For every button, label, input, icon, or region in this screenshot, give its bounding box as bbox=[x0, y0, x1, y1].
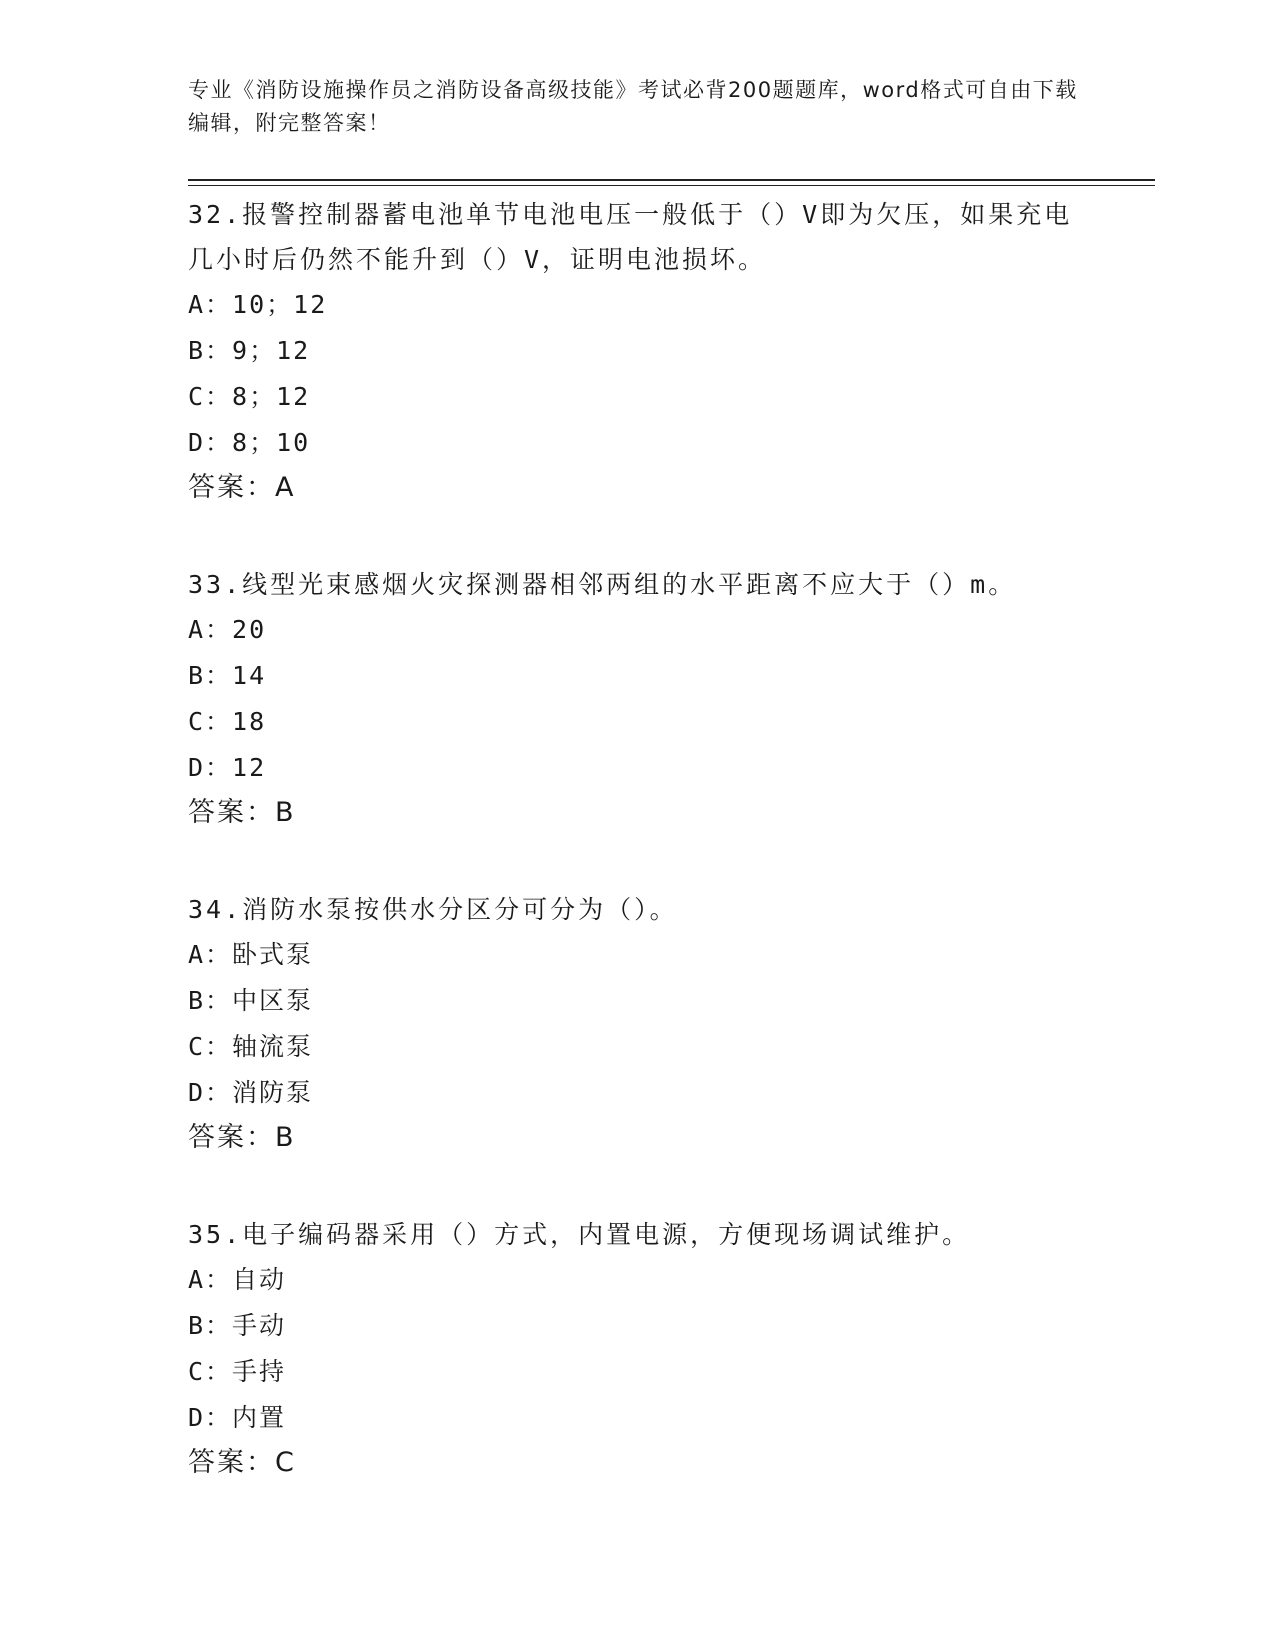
answer-line: 答案：C bbox=[188, 1447, 296, 1478]
question-34 bbox=[188, 885, 1088, 1160]
option-d: D：8；10 bbox=[188, 428, 311, 457]
question-spacer bbox=[188, 510, 1088, 560]
question-32 bbox=[188, 190, 1088, 510]
option-c: C：轴流泵 bbox=[188, 1032, 314, 1061]
header-divider-thin bbox=[188, 185, 1155, 186]
question-stem: 34.消防水泵按供水分区分可分为（）。 bbox=[188, 895, 678, 924]
question-list bbox=[188, 190, 1088, 1485]
option-d: D：内置 bbox=[188, 1403, 287, 1432]
option-c: C：手持 bbox=[188, 1357, 287, 1386]
option-b: B：手动 bbox=[188, 1311, 287, 1340]
question-spacer bbox=[188, 1160, 1088, 1210]
answer-line: 答案：A bbox=[188, 472, 296, 503]
question-35 bbox=[188, 1210, 1088, 1485]
document-header: 专业《消防设施操作员之消防设备高级技能》考试必背200题题库，word格式可自由下载编辑，附完整答案！ bbox=[188, 78, 1078, 135]
question-stem: 33.线型光束感烟火灾探测器相邻两组的水平距离不应大于（）m。 bbox=[188, 570, 1017, 599]
answer-line: 答案：B bbox=[188, 1122, 296, 1153]
question-spacer bbox=[188, 835, 1088, 885]
option-d: D：消防泵 bbox=[188, 1078, 314, 1107]
option-c: C：18 bbox=[188, 707, 267, 736]
option-c: C：8；12 bbox=[188, 382, 311, 411]
option-a: A：10；12 bbox=[188, 290, 328, 319]
answer-line: 答案：B bbox=[188, 797, 296, 828]
question-stem: 35.电子编码器采用（）方式，内置电源，方便现场调试维护。 bbox=[188, 1220, 971, 1249]
option-a: A：自动 bbox=[188, 1265, 287, 1294]
option-d: D：12 bbox=[188, 753, 267, 782]
option-b: B：14 bbox=[188, 661, 267, 690]
option-b: B：中区泵 bbox=[188, 986, 314, 1015]
question-stem: 32.报警控制器蓄电池单节电池电压一般低于（）V即为欠压，如果充电几小时后仍然不能升到（）V，证明电池损坏。 bbox=[188, 200, 1073, 274]
option-b: B：9；12 bbox=[188, 336, 311, 365]
option-a: A：20 bbox=[188, 615, 267, 644]
question-33 bbox=[188, 560, 1088, 835]
header-divider-thick bbox=[188, 179, 1155, 181]
option-a: A：卧式泵 bbox=[188, 940, 314, 969]
